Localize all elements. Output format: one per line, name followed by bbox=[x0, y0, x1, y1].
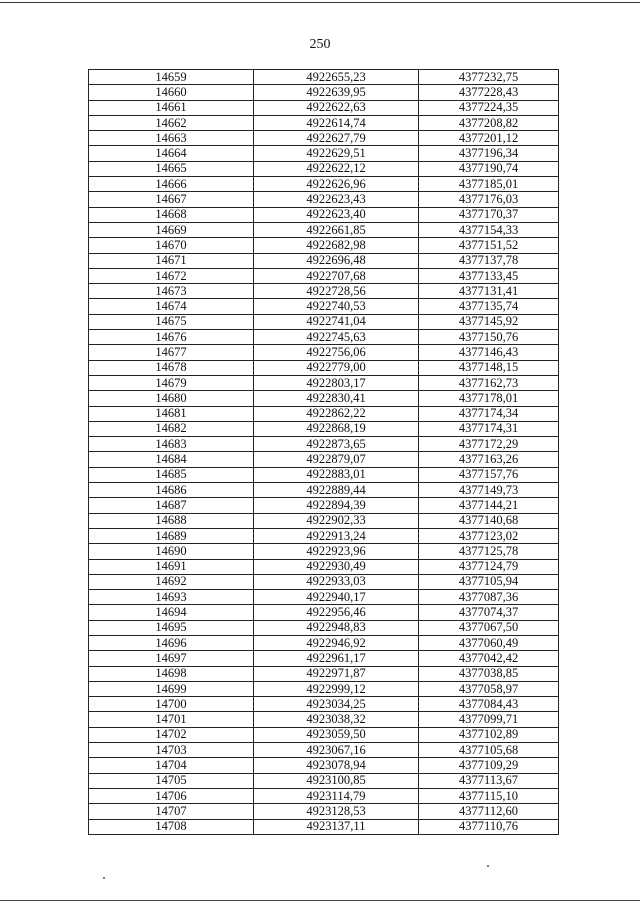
table-row bbox=[89, 773, 559, 788]
x-coordinate-cell: 4922756,06 bbox=[254, 345, 419, 360]
x-coordinate-cell: 4923137,11 bbox=[254, 819, 419, 834]
y-coordinate-cell: 4377137,78 bbox=[419, 253, 559, 268]
point-number-cell: 14659 bbox=[89, 70, 254, 85]
y-coordinate-cell: 4377123,02 bbox=[419, 528, 559, 543]
point-number-cell: 14687 bbox=[89, 498, 254, 513]
y-coordinate-cell: 4377109,29 bbox=[419, 758, 559, 773]
y-coordinate-cell: 4377151,52 bbox=[419, 238, 559, 253]
point-number-cell: 14695 bbox=[89, 620, 254, 635]
x-coordinate-cell: 4922639,95 bbox=[254, 85, 419, 100]
point-number-cell: 14683 bbox=[89, 437, 254, 452]
table-row bbox=[89, 115, 559, 130]
x-coordinate-cell: 4922622,12 bbox=[254, 161, 419, 176]
table-row bbox=[89, 574, 559, 589]
point-number-cell: 14688 bbox=[89, 513, 254, 528]
x-coordinate-cell: 4922868,19 bbox=[254, 421, 419, 436]
table-row bbox=[89, 437, 559, 452]
point-number-cell: 14704 bbox=[89, 758, 254, 773]
x-coordinate-cell: 4922741,04 bbox=[254, 314, 419, 329]
x-coordinate-cell: 4922623,43 bbox=[254, 192, 419, 207]
table-row bbox=[89, 268, 559, 283]
x-coordinate-cell: 4922830,41 bbox=[254, 391, 419, 406]
point-number-cell: 14674 bbox=[89, 299, 254, 314]
y-coordinate-cell: 4377133,45 bbox=[419, 268, 559, 283]
table-row bbox=[89, 161, 559, 176]
table-row bbox=[89, 391, 559, 406]
x-coordinate-cell: 4922626,96 bbox=[254, 177, 419, 192]
x-coordinate-cell: 4922873,65 bbox=[254, 437, 419, 452]
y-coordinate-cell: 4377099,71 bbox=[419, 712, 559, 727]
table-row bbox=[89, 207, 559, 222]
table-row bbox=[89, 467, 559, 482]
page-number: 250 bbox=[309, 37, 331, 52]
y-coordinate-cell: 4377176,03 bbox=[419, 192, 559, 207]
x-coordinate-cell: 4922913,24 bbox=[254, 528, 419, 543]
x-coordinate-cell: 4922933,03 bbox=[254, 574, 419, 589]
table-row bbox=[89, 712, 559, 727]
y-coordinate-cell: 4377058,97 bbox=[419, 681, 559, 696]
point-number-cell: 14700 bbox=[89, 697, 254, 712]
y-coordinate-cell: 4377174,34 bbox=[419, 406, 559, 421]
table-row bbox=[89, 498, 559, 513]
y-coordinate-cell: 4377154,33 bbox=[419, 222, 559, 237]
point-number-cell: 14701 bbox=[89, 712, 254, 727]
y-coordinate-cell: 4377162,73 bbox=[419, 375, 559, 390]
point-number-cell: 14689 bbox=[89, 528, 254, 543]
x-coordinate-cell: 4922894,39 bbox=[254, 498, 419, 513]
y-coordinate-cell: 4377170,37 bbox=[419, 207, 559, 222]
bottom-page-edge bbox=[0, 900, 640, 901]
coordinates-table bbox=[88, 69, 559, 835]
point-number-cell: 14664 bbox=[89, 146, 254, 161]
x-coordinate-cell: 4922883,01 bbox=[254, 467, 419, 482]
point-number-cell: 14697 bbox=[89, 651, 254, 666]
x-coordinate-cell: 4922889,44 bbox=[254, 483, 419, 498]
point-number-cell: 14667 bbox=[89, 192, 254, 207]
table-row bbox=[89, 70, 559, 85]
x-coordinate-cell: 4922745,63 bbox=[254, 330, 419, 345]
table-row bbox=[89, 513, 559, 528]
point-number-cell: 14673 bbox=[89, 284, 254, 299]
point-number-cell: 14705 bbox=[89, 773, 254, 788]
y-coordinate-cell: 4377115,10 bbox=[419, 788, 559, 803]
point-number-cell: 14670 bbox=[89, 238, 254, 253]
table-row bbox=[89, 314, 559, 329]
table-row bbox=[89, 605, 559, 620]
x-coordinate-cell: 4922682,98 bbox=[254, 238, 419, 253]
point-number-cell: 14663 bbox=[89, 131, 254, 146]
y-coordinate-cell: 4377149,73 bbox=[419, 483, 559, 498]
table-row bbox=[89, 345, 559, 360]
x-coordinate-cell: 4923067,16 bbox=[254, 743, 419, 758]
point-number-cell: 14696 bbox=[89, 635, 254, 650]
x-coordinate-cell: 4923038,32 bbox=[254, 712, 419, 727]
table-row bbox=[89, 222, 559, 237]
y-coordinate-cell: 4377201,12 bbox=[419, 131, 559, 146]
table-row bbox=[89, 406, 559, 421]
point-number-cell: 14686 bbox=[89, 483, 254, 498]
table-row bbox=[89, 697, 559, 712]
x-coordinate-cell: 4922655,23 bbox=[254, 70, 419, 85]
table-row bbox=[89, 727, 559, 742]
point-number-cell: 14682 bbox=[89, 421, 254, 436]
point-number-cell: 14662 bbox=[89, 115, 254, 130]
scan-speck bbox=[487, 865, 489, 867]
x-coordinate-cell: 4922971,87 bbox=[254, 666, 419, 681]
point-number-cell: 14703 bbox=[89, 743, 254, 758]
y-coordinate-cell: 4377135,74 bbox=[419, 299, 559, 314]
x-coordinate-cell: 4922862,22 bbox=[254, 406, 419, 421]
point-number-cell: 14660 bbox=[89, 85, 254, 100]
x-coordinate-cell: 4922940,17 bbox=[254, 590, 419, 605]
x-coordinate-cell: 4922946,92 bbox=[254, 635, 419, 650]
point-number-cell: 14693 bbox=[89, 590, 254, 605]
x-coordinate-cell: 4922961,17 bbox=[254, 651, 419, 666]
table-row bbox=[89, 253, 559, 268]
point-number-cell: 14692 bbox=[89, 574, 254, 589]
y-coordinate-cell: 4377157,76 bbox=[419, 467, 559, 482]
y-coordinate-cell: 4377074,37 bbox=[419, 605, 559, 620]
point-number-cell: 14677 bbox=[89, 345, 254, 360]
point-number-cell: 14678 bbox=[89, 360, 254, 375]
y-coordinate-cell: 4377125,78 bbox=[419, 544, 559, 559]
point-number-cell: 14676 bbox=[89, 330, 254, 345]
point-number-cell: 14672 bbox=[89, 268, 254, 283]
table-row bbox=[89, 192, 559, 207]
y-coordinate-cell: 4377228,43 bbox=[419, 85, 559, 100]
x-coordinate-cell: 4923078,94 bbox=[254, 758, 419, 773]
x-coordinate-cell: 4922956,46 bbox=[254, 605, 419, 620]
y-coordinate-cell: 4377144,21 bbox=[419, 498, 559, 513]
point-number-cell: 14681 bbox=[89, 406, 254, 421]
x-coordinate-cell: 4922999,12 bbox=[254, 681, 419, 696]
y-coordinate-cell: 4377185,01 bbox=[419, 177, 559, 192]
coordinates-table-body bbox=[89, 70, 559, 835]
x-coordinate-cell: 4922948,83 bbox=[254, 620, 419, 635]
y-coordinate-cell: 4377110,76 bbox=[419, 819, 559, 834]
table-row bbox=[89, 651, 559, 666]
y-coordinate-cell: 4377060,49 bbox=[419, 635, 559, 650]
table-row bbox=[89, 483, 559, 498]
x-coordinate-cell: 4922779,00 bbox=[254, 360, 419, 375]
y-coordinate-cell: 4377172,29 bbox=[419, 437, 559, 452]
table-row bbox=[89, 788, 559, 803]
y-coordinate-cell: 4377146,43 bbox=[419, 345, 559, 360]
table-row bbox=[89, 804, 559, 819]
table-row bbox=[89, 452, 559, 467]
table-row bbox=[89, 528, 559, 543]
top-page-edge bbox=[0, 2, 640, 3]
table-row bbox=[89, 758, 559, 773]
table-row bbox=[89, 421, 559, 436]
y-coordinate-cell: 4377196,34 bbox=[419, 146, 559, 161]
point-number-cell: 14675 bbox=[89, 314, 254, 329]
x-coordinate-cell: 4923114,79 bbox=[254, 788, 419, 803]
point-number-cell: 14680 bbox=[89, 391, 254, 406]
point-number-cell: 14691 bbox=[89, 559, 254, 574]
x-coordinate-cell: 4923059,50 bbox=[254, 727, 419, 742]
x-coordinate-cell: 4922879,07 bbox=[254, 452, 419, 467]
y-coordinate-cell: 4377178,01 bbox=[419, 391, 559, 406]
y-coordinate-cell: 4377224,35 bbox=[419, 100, 559, 115]
x-coordinate-cell: 4922629,51 bbox=[254, 146, 419, 161]
y-coordinate-cell: 4377112,60 bbox=[419, 804, 559, 819]
y-coordinate-cell: 4377067,50 bbox=[419, 620, 559, 635]
point-number-cell: 14699 bbox=[89, 681, 254, 696]
point-number-cell: 14671 bbox=[89, 253, 254, 268]
point-number-cell: 14702 bbox=[89, 727, 254, 742]
x-coordinate-cell: 4923128,53 bbox=[254, 804, 419, 819]
x-coordinate-cell: 4922740,53 bbox=[254, 299, 419, 314]
y-coordinate-cell: 4377163,26 bbox=[419, 452, 559, 467]
y-coordinate-cell: 4377084,43 bbox=[419, 697, 559, 712]
point-number-cell: 14684 bbox=[89, 452, 254, 467]
point-number-cell: 14679 bbox=[89, 375, 254, 390]
y-coordinate-cell: 4377232,75 bbox=[419, 70, 559, 85]
point-number-cell: 14661 bbox=[89, 100, 254, 115]
table-row bbox=[89, 360, 559, 375]
x-coordinate-cell: 4923100,85 bbox=[254, 773, 419, 788]
table-row bbox=[89, 131, 559, 146]
y-coordinate-cell: 4377124,79 bbox=[419, 559, 559, 574]
point-number-cell: 14708 bbox=[89, 819, 254, 834]
y-coordinate-cell: 4377102,89 bbox=[419, 727, 559, 742]
point-number-cell: 14666 bbox=[89, 177, 254, 192]
x-coordinate-cell: 4922627,79 bbox=[254, 131, 419, 146]
x-coordinate-cell: 4922902,33 bbox=[254, 513, 419, 528]
y-coordinate-cell: 4377148,15 bbox=[419, 360, 559, 375]
x-coordinate-cell: 4922930,49 bbox=[254, 559, 419, 574]
y-coordinate-cell: 4377105,94 bbox=[419, 574, 559, 589]
table-row bbox=[89, 819, 559, 834]
scan-speck bbox=[103, 877, 105, 879]
table-row bbox=[89, 620, 559, 635]
table-row bbox=[89, 375, 559, 390]
point-number-cell: 14694 bbox=[89, 605, 254, 620]
y-coordinate-cell: 4377087,36 bbox=[419, 590, 559, 605]
point-number-cell: 14698 bbox=[89, 666, 254, 681]
point-number-cell: 14706 bbox=[89, 788, 254, 803]
point-number-cell: 14685 bbox=[89, 467, 254, 482]
y-coordinate-cell: 4377131,41 bbox=[419, 284, 559, 299]
point-number-cell: 14707 bbox=[89, 804, 254, 819]
x-coordinate-cell: 4922614,74 bbox=[254, 115, 419, 130]
x-coordinate-cell: 4922696,48 bbox=[254, 253, 419, 268]
table-row bbox=[89, 635, 559, 650]
y-coordinate-cell: 4377145,92 bbox=[419, 314, 559, 329]
table-row bbox=[89, 238, 559, 253]
table-row bbox=[89, 544, 559, 559]
y-coordinate-cell: 4377174,31 bbox=[419, 421, 559, 436]
x-coordinate-cell: 4922622,63 bbox=[254, 100, 419, 115]
y-coordinate-cell: 4377208,82 bbox=[419, 115, 559, 130]
table-row bbox=[89, 743, 559, 758]
table-row bbox=[89, 177, 559, 192]
y-coordinate-cell: 4377140,68 bbox=[419, 513, 559, 528]
table-row bbox=[89, 100, 559, 115]
table-row bbox=[89, 284, 559, 299]
point-number-cell: 14668 bbox=[89, 207, 254, 222]
table-row bbox=[89, 559, 559, 574]
table-row bbox=[89, 85, 559, 100]
y-coordinate-cell: 4377150,76 bbox=[419, 330, 559, 345]
x-coordinate-cell: 4922803,17 bbox=[254, 375, 419, 390]
y-coordinate-cell: 4377105,68 bbox=[419, 743, 559, 758]
table-row bbox=[89, 330, 559, 345]
y-coordinate-cell: 4377113,67 bbox=[419, 773, 559, 788]
x-coordinate-cell: 4922707,68 bbox=[254, 268, 419, 283]
y-coordinate-cell: 4377042,42 bbox=[419, 651, 559, 666]
point-number-cell: 14690 bbox=[89, 544, 254, 559]
table-row bbox=[89, 146, 559, 161]
x-coordinate-cell: 4922923,96 bbox=[254, 544, 419, 559]
table-row bbox=[89, 590, 559, 605]
x-coordinate-cell: 4922661,85 bbox=[254, 222, 419, 237]
x-coordinate-cell: 4922728,56 bbox=[254, 284, 419, 299]
y-coordinate-cell: 4377038,85 bbox=[419, 666, 559, 681]
table-row bbox=[89, 666, 559, 681]
y-coordinate-cell: 4377190,74 bbox=[419, 161, 559, 176]
x-coordinate-cell: 4922623,40 bbox=[254, 207, 419, 222]
table-row bbox=[89, 299, 559, 314]
table-row bbox=[89, 681, 559, 696]
x-coordinate-cell: 4923034,25 bbox=[254, 697, 419, 712]
point-number-cell: 14665 bbox=[89, 161, 254, 176]
point-number-cell: 14669 bbox=[89, 222, 254, 237]
